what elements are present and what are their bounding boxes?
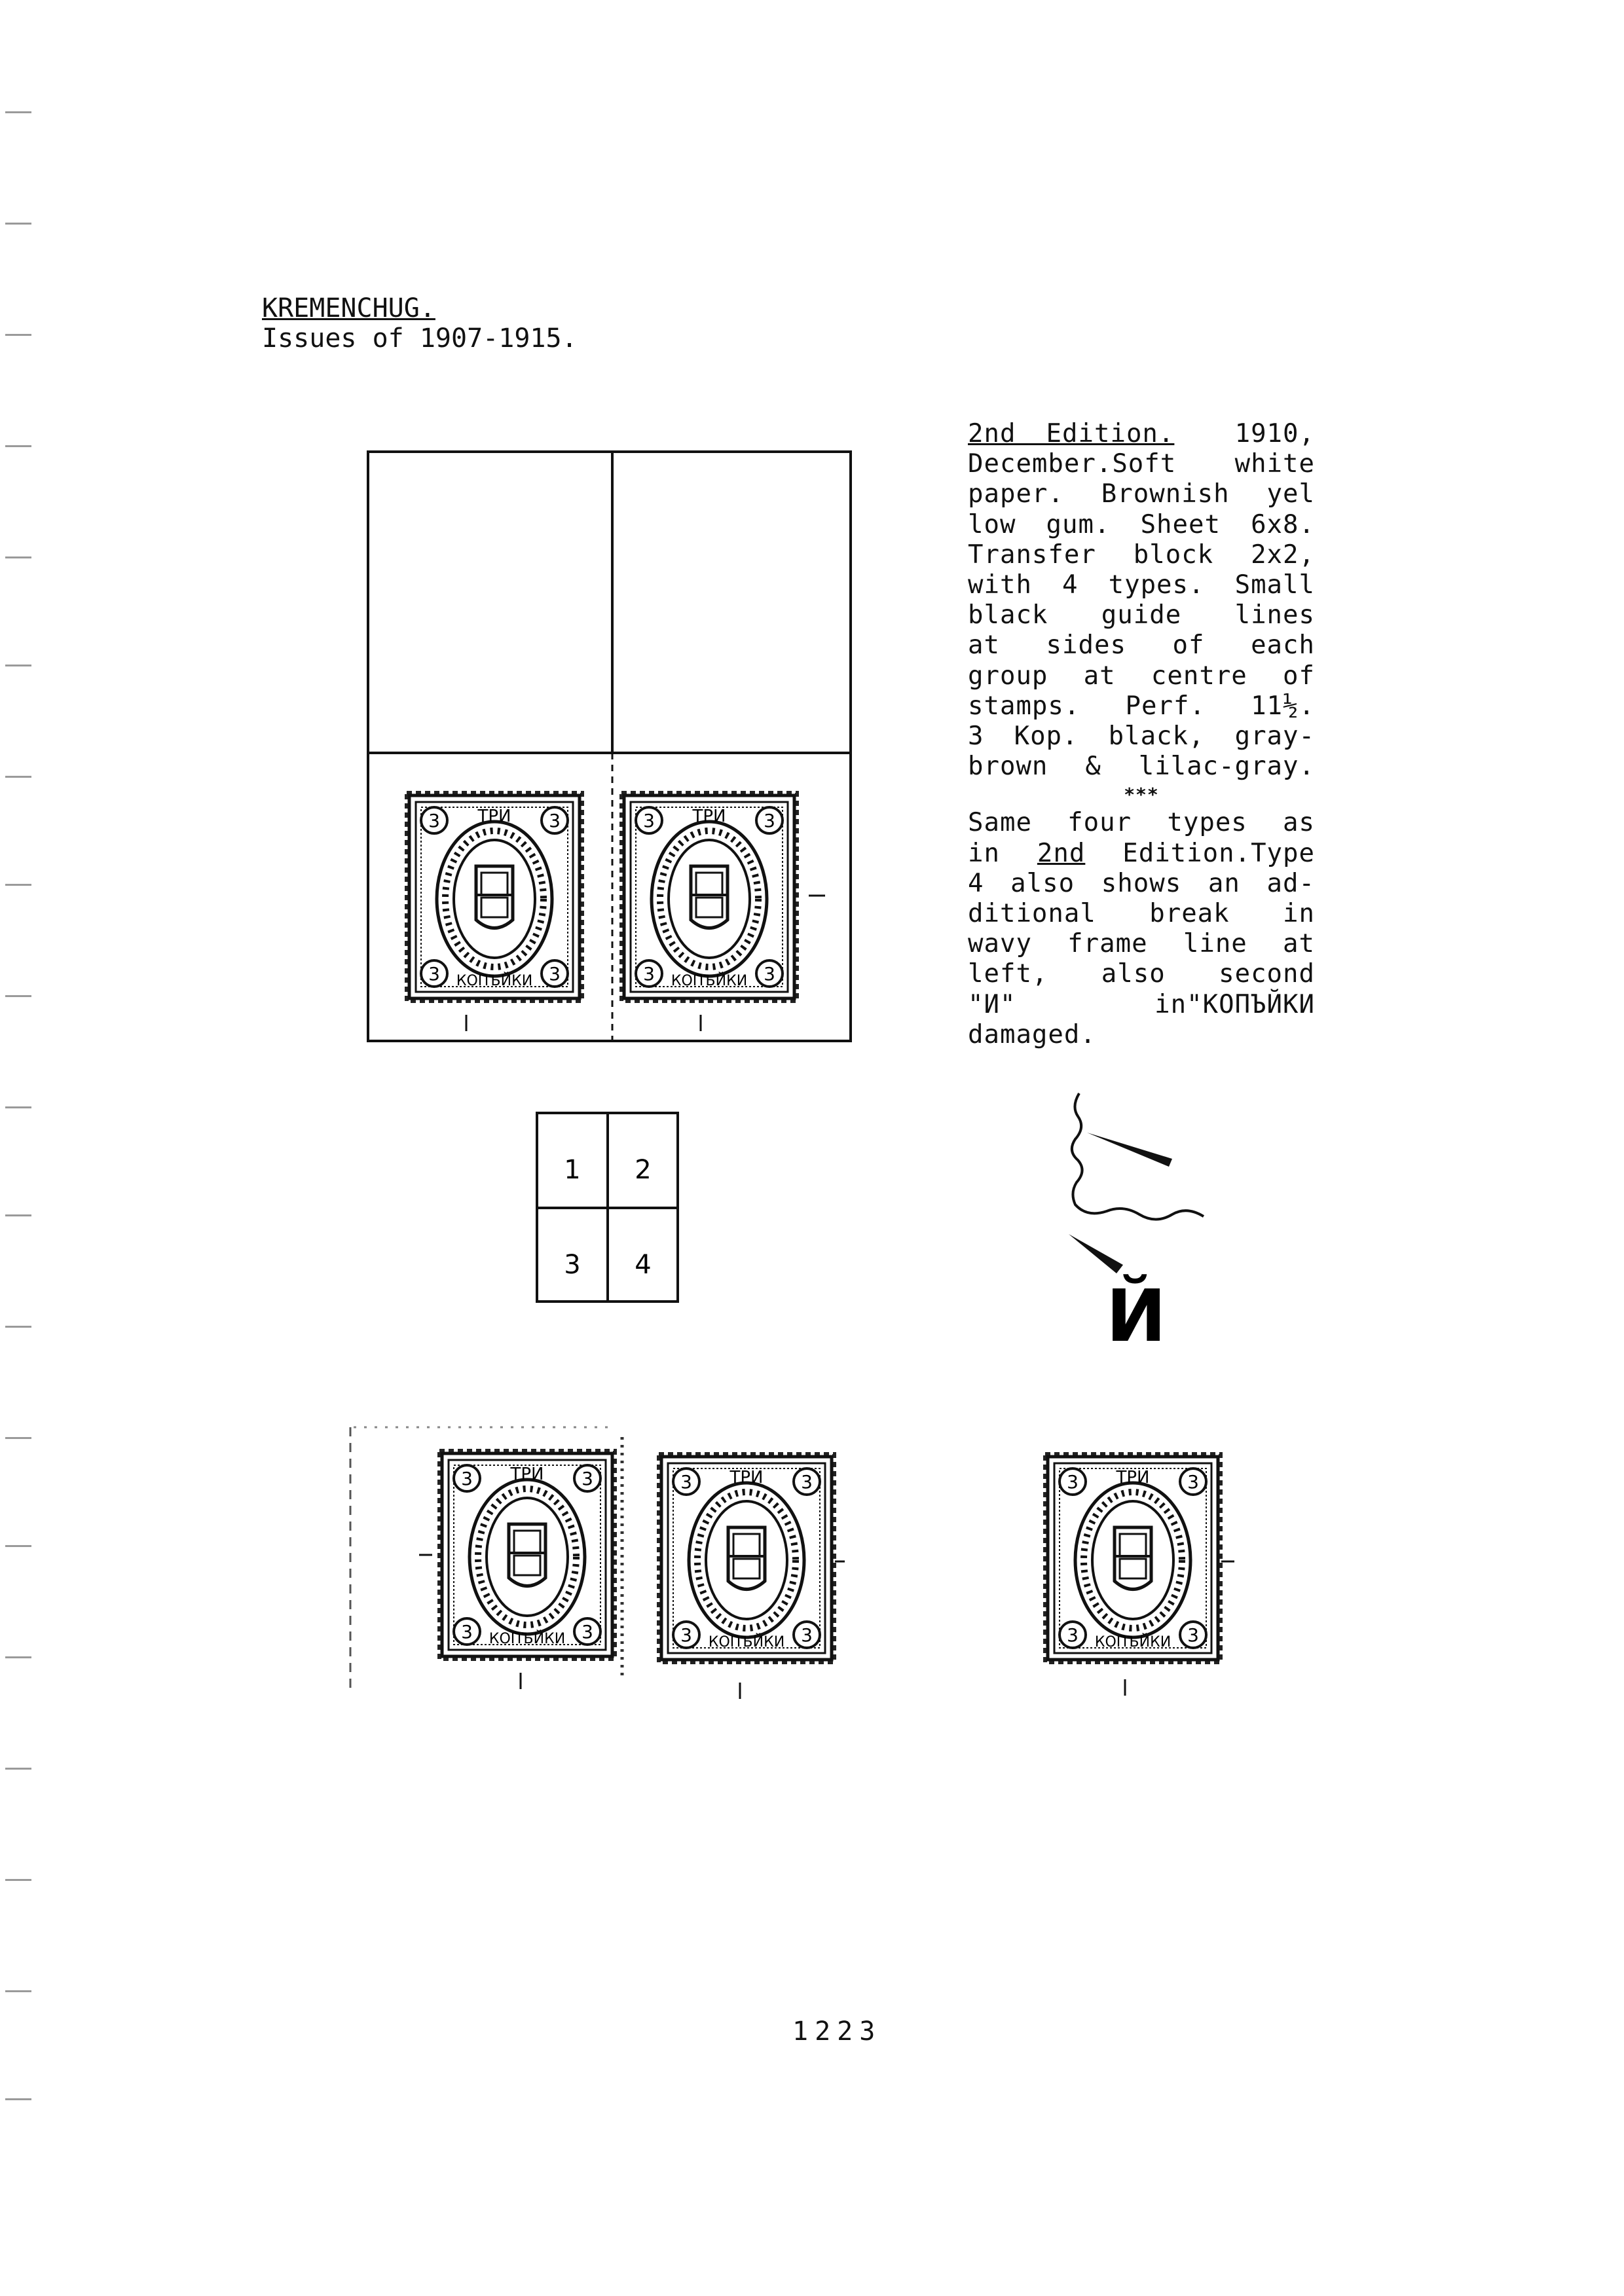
stamp-value: 3 xyxy=(581,1621,593,1643)
stamp-value: 3 xyxy=(680,1624,692,1646)
desc-fragment-underlined: 2nd xyxy=(1037,838,1086,868)
desc-line: Transfer block 2x2, xyxy=(968,539,1315,570)
stamp-value: 3 xyxy=(1067,1471,1079,1493)
stamp-value: 3 xyxy=(461,1621,473,1643)
desc-fragment: Edition.Type xyxy=(1085,838,1315,868)
stamp-value: 3 xyxy=(428,810,440,831)
transfer-type-2: 2 xyxy=(635,1155,652,1185)
stamp-value: 3 xyxy=(1067,1624,1079,1646)
sheet-block-frame xyxy=(368,452,851,1041)
stamp-bottom-text: КОПЪЙКИ xyxy=(671,973,748,989)
stamp-bottom-text: КОПЪЙКИ xyxy=(1094,1634,1172,1650)
stamp-top-text: ТРИ xyxy=(729,1468,764,1487)
desc-line: 4 also shows an ad- xyxy=(968,868,1315,898)
stamp-single-1 xyxy=(439,1451,615,1659)
transfer-type-3: 3 xyxy=(564,1250,581,1280)
stamp-bottom-text: КОПЪЙКИ xyxy=(489,1631,566,1647)
desc-line: ditional break in xyxy=(968,899,1315,929)
stamp-value: 3 xyxy=(764,963,775,985)
stamp-value: 3 xyxy=(1187,1624,1199,1646)
desc-line: group at centre of xyxy=(968,661,1315,691)
stamp-bottom-text: КОПЪЙКИ xyxy=(456,973,533,989)
stamp-value: 3 xyxy=(801,1624,813,1646)
transfer-block-diagram xyxy=(537,1113,678,1302)
desc-line: low gum. Sheet 6x8. xyxy=(968,509,1315,539)
stamp-value: 3 xyxy=(549,963,561,985)
desc-line: Same four types as xyxy=(968,808,1315,838)
issues-subtitle: Issues of 1907-1915. xyxy=(262,323,578,354)
desc-line: December.Soft white xyxy=(968,449,1315,479)
desc-line: stamps. Perf. 11½. xyxy=(968,691,1315,721)
stamp-type-3 xyxy=(407,793,582,1001)
stamp-top-text: ТРИ xyxy=(477,807,511,826)
stamp-value: 3 xyxy=(549,810,561,831)
desc-line: wavy frame line at xyxy=(968,929,1315,959)
stamp-top-text: ТРИ xyxy=(692,807,726,826)
bottom-stamp-row xyxy=(350,1427,1234,1699)
desc-line: with 4 types. Small xyxy=(968,570,1315,600)
stamp-value: 3 xyxy=(581,1468,593,1489)
separator: *** xyxy=(1124,784,1159,806)
desc-line: brown & lilac-gray. xyxy=(968,752,1315,782)
stamp-type-4 xyxy=(621,793,797,1001)
transfer-type-1: 1 xyxy=(564,1155,581,1185)
desc-line: 1910, xyxy=(1234,419,1315,448)
desc-line: "И" in"КОПЪЙКИ xyxy=(968,989,1315,1019)
break-detail-illustration xyxy=(1069,1093,1204,1358)
stamp-single-3 xyxy=(1045,1454,1221,1662)
stamp-value: 3 xyxy=(428,963,440,985)
desc-line: 3 Kop. black, gray- xyxy=(968,721,1315,752)
stamp-value: 3 xyxy=(461,1468,473,1489)
desc-line: paper. Brownish yel xyxy=(968,479,1315,509)
desc-fragment: in xyxy=(968,838,1037,868)
desc-line: at sides of each xyxy=(968,630,1315,661)
stamp-top-text: ТРИ xyxy=(1116,1468,1150,1487)
stamp-value: 3 xyxy=(680,1471,692,1493)
transfer-type-4: 4 xyxy=(635,1250,652,1280)
stamp-value: 3 xyxy=(643,810,655,831)
stamp-bottom-text: КОПЪЙКИ xyxy=(708,1634,785,1650)
desc-line: left, also second xyxy=(968,959,1315,989)
edition-title: 2nd Edition. xyxy=(968,419,1175,448)
detail-letter: Й xyxy=(1105,1274,1167,1358)
stamp-value: 3 xyxy=(764,810,775,831)
stamp-single-2 xyxy=(659,1454,834,1662)
desc-line: damaged. xyxy=(968,1019,1096,1049)
stamp-value: 3 xyxy=(1187,1471,1199,1493)
page-number: 1223 xyxy=(792,2016,882,2047)
stamp-top-text: ТРИ xyxy=(510,1465,544,1484)
place-title: KREMENCHUG. xyxy=(262,293,435,323)
desc-line: black guide lines xyxy=(968,600,1315,630)
stamp-value: 3 xyxy=(801,1471,813,1493)
stamp-value: 3 xyxy=(643,963,655,985)
